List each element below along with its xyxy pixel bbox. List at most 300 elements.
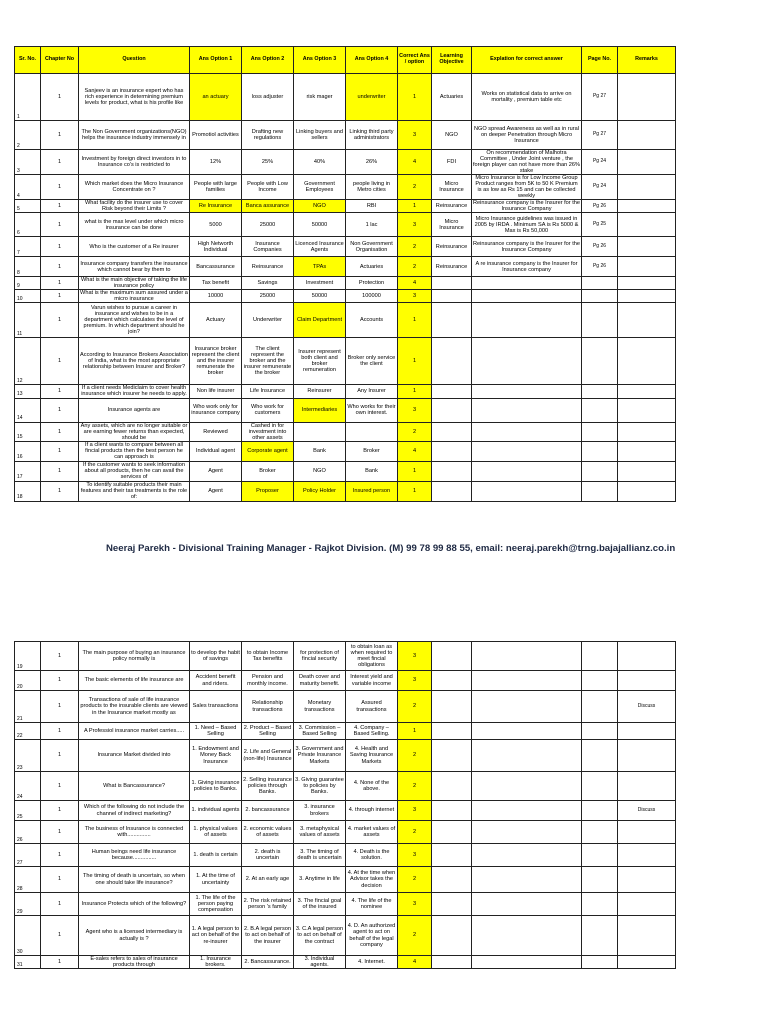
- answer-option-4: Who works for their own interest.: [346, 398, 398, 422]
- answer-option-3: Investment: [294, 277, 346, 290]
- remarks: [618, 893, 676, 916]
- answer-option-2: Reinsurance: [242, 257, 294, 277]
- explanation: Micro Insurance guidelines was issued in 2005 by IRDA . Minimum SA is Rs 5000 & Max is Rs 50,000: [472, 213, 582, 237]
- explanation: A re insurance company is the Insurer for Insurance company: [472, 257, 582, 277]
- remarks: [618, 175, 676, 200]
- chapter-number: 1: [41, 303, 79, 338]
- question-table-2: [14, 641, 676, 969]
- learning-objective: [432, 844, 472, 867]
- question-text: If a client needs Mediclaim to cover health insurance which insurer he needs to apply.: [79, 385, 190, 398]
- question-text: Human beings need life insurance because...............: [79, 844, 190, 867]
- correct-answer: 4: [398, 441, 432, 461]
- remarks: [618, 956, 676, 969]
- correct-answer: 2: [398, 237, 432, 257]
- chapter-number: 1: [41, 642, 79, 671]
- page-number: [582, 772, 618, 801]
- chapter-number: 1: [41, 844, 79, 867]
- answer-option-4: 4. The life of the nominee: [346, 893, 398, 916]
- explanation: [472, 277, 582, 290]
- explanation: [472, 691, 582, 723]
- answer-option-2: 25%: [242, 150, 294, 175]
- page-number: [582, 461, 618, 481]
- answer-option-3: Linking buyers and sellers: [294, 121, 346, 150]
- learning-objective: Reinsurance: [432, 237, 472, 257]
- answer-option-2: Drafting new regulations: [242, 121, 294, 150]
- page-number: [582, 956, 618, 969]
- chapter-number: 1: [41, 290, 79, 303]
- question-text: E-sales refers to sales of insurance products through: [79, 956, 190, 969]
- answer-option-1: Agent: [190, 481, 242, 501]
- answer-option-2: to obtain Income Tax benefits: [242, 642, 294, 671]
- remarks: [618, 844, 676, 867]
- answer-option-3: 3. C.A legal person to act on behalf of the contract: [294, 916, 346, 956]
- question-text: Insurance Protects which of the following?: [79, 893, 190, 916]
- correct-answer: 2: [398, 740, 432, 772]
- answer-option-3: Bank: [294, 441, 346, 461]
- remarks: [618, 257, 676, 277]
- chapter-number: 1: [41, 213, 79, 237]
- learning-objective: [432, 441, 472, 461]
- answer-option-1: 1. Endowment and Money Back Insurance: [190, 740, 242, 772]
- answer-option-1: 1. Need – Based Selling: [190, 723, 242, 740]
- answer-option-1: 12%: [190, 150, 242, 175]
- answer-option-3: Reinsurer: [294, 385, 346, 398]
- learning-objective: [432, 916, 472, 956]
- remarks: [618, 723, 676, 740]
- serial-number: 7: [15, 237, 41, 257]
- chapter-number: 1: [41, 441, 79, 461]
- chapter-number: 1: [41, 385, 79, 398]
- answer-option-1: Re Insurance: [190, 200, 242, 213]
- learning-objective: Micro Insurance: [432, 175, 472, 200]
- chapter-number: 1: [41, 821, 79, 844]
- page-number: [582, 481, 618, 501]
- chapter-number: 1: [41, 200, 79, 213]
- answer-option-2: The client represent the broker and the insurer remunerate the broker: [242, 338, 294, 385]
- correct-answer: 2: [398, 867, 432, 893]
- serial-number: 11: [15, 303, 41, 338]
- page-number: Pg 27: [582, 121, 618, 150]
- answer-option-2: 2. Product – Based Selling: [242, 723, 294, 740]
- learning-objective: [432, 956, 472, 969]
- answer-option-2: 2. At an early age: [242, 867, 294, 893]
- page-number: [582, 398, 618, 422]
- header-row: [15, 47, 676, 74]
- page-number: [582, 821, 618, 844]
- chapter-number: 1: [41, 893, 79, 916]
- page-number: [582, 723, 618, 740]
- answer-option-1: 5000: [190, 213, 242, 237]
- table-row: [15, 422, 676, 441]
- page-number: Pg 27: [582, 74, 618, 121]
- answer-option-3: 40%: [294, 150, 346, 175]
- explanation: Reinsurance company is the Insurer for the Insurance Company: [473, 200, 580, 213]
- table-row: [15, 257, 676, 277]
- learning-objective: [432, 385, 472, 398]
- table-row: [15, 150, 676, 175]
- answer-option-4: Protection: [346, 277, 398, 290]
- answer-option-1: Insurance broker represent the client and the insurer remunerate the broker: [190, 338, 242, 385]
- page-number: [582, 441, 618, 461]
- question-text: The main purpose of buying an insurance policy normally is: [79, 642, 190, 671]
- header-option-1: Ans Option 1: [190, 47, 242, 74]
- answer-option-4: Interest yield and variable income: [346, 671, 398, 691]
- answer-option-4: [346, 422, 398, 441]
- header-option-2: Ans Option 2: [242, 47, 294, 74]
- explanation: [472, 461, 582, 481]
- learning-objective: [432, 290, 472, 303]
- remarks: [618, 671, 676, 691]
- table-row: [15, 481, 676, 501]
- serial-number: 10: [15, 290, 41, 303]
- table-row: [15, 956, 676, 969]
- table-row: [15, 642, 676, 671]
- learning-objective: NGO: [432, 121, 472, 150]
- answer-option-3: 3. Individual agents.: [294, 956, 346, 969]
- page-number: Pg 24: [582, 150, 618, 175]
- explanation: [472, 481, 582, 501]
- table-row: [15, 398, 676, 422]
- answer-option-1: 1. The life of the person paying compensation: [190, 893, 242, 916]
- correct-answer: 3: [398, 213, 432, 237]
- chapter-number: 1: [41, 691, 79, 723]
- header-page-no: Page No.: [582, 47, 618, 74]
- correct-answer: 1: [398, 723, 432, 740]
- serial-number: 16: [15, 441, 41, 461]
- answer-option-1: 1. Insurance brokers.: [190, 956, 242, 969]
- serial-number: 18: [15, 481, 41, 501]
- answer-option-3: 3. insurance brokers: [294, 801, 346, 821]
- chapter-number: 1: [41, 801, 79, 821]
- remarks: [618, 200, 676, 213]
- table-row: [15, 691, 676, 723]
- remarks: [618, 642, 676, 671]
- answer-option-1: Promotiol activities: [190, 121, 242, 150]
- answer-option-4: underwriter: [346, 74, 398, 121]
- remarks: [618, 821, 676, 844]
- remarks: [618, 303, 676, 338]
- question-text: The basic elements of life insurance are: [79, 671, 190, 691]
- answer-option-3: 3. The fincial goal of the insured: [294, 893, 346, 916]
- answer-option-4: Linking third party administrators: [346, 121, 398, 150]
- remarks: [618, 290, 676, 303]
- explanation: [472, 740, 582, 772]
- explanation: [472, 844, 582, 867]
- question-sheet-page-2: [14, 641, 675, 969]
- learning-objective: Reinsurance: [432, 200, 472, 213]
- chapter-number: 1: [41, 257, 79, 277]
- answer-option-4: 4. Health and Saving Insurance Markets: [346, 740, 398, 772]
- answer-option-4: RBI: [346, 200, 398, 213]
- answer-option-1: 1. Giving insurance policies to Banks.: [190, 772, 242, 801]
- correct-answer: 1: [398, 338, 432, 385]
- table-row: [15, 290, 676, 303]
- answer-option-2: Broker: [242, 461, 294, 481]
- answer-option-2: 25000: [242, 213, 294, 237]
- serial-number: 30: [15, 916, 41, 956]
- chapter-number: 1: [41, 277, 79, 290]
- correct-answer: 2: [398, 175, 432, 200]
- header-learning-objective: Learning Objective: [432, 47, 472, 74]
- question-text: The Non Government organizations(NGO) helps the insurance industry immensely in: [79, 121, 190, 150]
- explanation: [472, 441, 582, 461]
- page-number: [582, 893, 618, 916]
- serial-number: 25: [15, 801, 41, 821]
- correct-answer: 3: [398, 801, 432, 821]
- question-text: Insurance agents are: [79, 398, 190, 422]
- answer-option-4: 4. Internet.: [346, 956, 398, 969]
- explanation: Micro Insurance is for Low Income Group Product ranges from 5K to 50 K Premium is as low as Rs 15 and can be collected weekly: [472, 175, 582, 200]
- learning-objective: [432, 277, 472, 290]
- explanation: [472, 338, 582, 385]
- answer-option-3: Claim Department: [294, 303, 346, 338]
- answer-option-1: People with large families: [190, 175, 242, 200]
- chapter-number: 1: [41, 74, 79, 121]
- serial-number: 5: [15, 200, 41, 213]
- answer-option-2: Cashed in for investment into other assets: [242, 422, 294, 441]
- answer-option-2: Pension and monthly income.: [242, 671, 294, 691]
- chapter-number: 1: [41, 422, 79, 441]
- answer-option-2: Savings: [242, 277, 294, 290]
- answer-option-2: 2. bancassurance: [242, 801, 294, 821]
- answer-option-3: Licenced Insurance Agents: [294, 237, 346, 257]
- chapter-number: 1: [41, 481, 79, 501]
- header-sr: Sr. No.: [15, 47, 41, 74]
- answer-option-3: Intermediaries: [294, 398, 346, 422]
- header-explanation: Explation for correct answer: [472, 47, 582, 74]
- learning-objective: [432, 422, 472, 441]
- page-number: Pg 24: [582, 175, 618, 200]
- answer-option-4: Actuaries: [346, 257, 398, 277]
- answer-option-2: 25000: [242, 290, 294, 303]
- serial-number: 12: [15, 338, 41, 385]
- page-number: [582, 867, 618, 893]
- answer-option-4: 26%: [346, 150, 398, 175]
- chapter-number: 1: [41, 175, 79, 200]
- serial-number: 15: [15, 422, 41, 441]
- explanation: [472, 772, 582, 801]
- answer-option-1: Tax benefit: [190, 277, 242, 290]
- question-sheet-page-1: [14, 46, 675, 502]
- question-text: Which of the following do not include the channel of indirect marketing?: [79, 801, 190, 821]
- page-number: Pg 26: [582, 237, 618, 257]
- answer-option-2: Underwriter: [242, 303, 294, 338]
- serial-number: 21: [15, 691, 41, 723]
- answer-option-1: Sales transactions: [190, 691, 242, 723]
- learning-objective: Actuaries: [432, 74, 472, 121]
- header-chapter: Chapter No: [41, 47, 79, 74]
- table-row: [15, 772, 676, 801]
- remarks: [618, 121, 676, 150]
- answer-option-2: People with Low Income: [242, 175, 294, 200]
- answer-option-3: risk mager: [294, 74, 346, 121]
- question-text: What facility do the insurer use to cover Risk beyond their Limits ?: [79, 200, 190, 213]
- chapter-number: 1: [41, 237, 79, 257]
- remarks: [618, 916, 676, 956]
- learning-objective: [432, 893, 472, 916]
- question-text: Who is the customer of a Re insurer: [79, 237, 190, 257]
- remarks: Discuss: [618, 691, 676, 723]
- page-number: [582, 277, 618, 290]
- header-correct-answer: Correct Ans / option: [398, 47, 432, 74]
- serial-number: 27: [15, 844, 41, 867]
- remarks: [618, 213, 676, 237]
- answer-option-4: Broker only service the client: [346, 338, 398, 385]
- page-number: [582, 740, 618, 772]
- question-text: What is the maximum sum assured under a micro insurance: [80, 290, 188, 303]
- question-text: Transactions of sale of life insurance products to the insurable clients are viewed in the Insurance market mostly as: [79, 691, 190, 723]
- learning-objective: [432, 801, 472, 821]
- page-number: Pg 26: [582, 200, 618, 213]
- serial-number: 20: [15, 671, 41, 691]
- chapter-number: 1: [41, 461, 79, 481]
- answer-option-3: Death cover and maturity benefit.: [294, 671, 346, 691]
- remarks: [618, 422, 676, 441]
- answer-option-1: Non life insurer: [190, 385, 242, 398]
- page-number: [582, 916, 618, 956]
- serial-number: 17: [15, 461, 41, 481]
- answer-option-2: 2. B.A legal person to act on behalf of the insurer: [242, 916, 294, 956]
- table-row: [15, 121, 676, 150]
- table-row: [15, 303, 676, 338]
- table-row: [15, 74, 676, 121]
- explanation: [472, 303, 582, 338]
- chapter-number: 1: [41, 338, 79, 385]
- explanation: [472, 642, 582, 671]
- serial-number: 14: [15, 398, 41, 422]
- answer-option-4: 4. through internet: [346, 801, 398, 821]
- answer-option-1: Reviewed: [190, 422, 242, 441]
- correct-answer: 2: [398, 772, 432, 801]
- serial-number: 1: [15, 74, 41, 121]
- answer-option-2: Corporate agent: [242, 441, 294, 461]
- correct-answer: 3: [398, 642, 432, 671]
- table-row: [15, 723, 676, 740]
- correct-answer: 3: [398, 671, 432, 691]
- table-row: [15, 338, 676, 385]
- table-row: [15, 671, 676, 691]
- answer-option-1: 1. At the time of uncertainty: [190, 867, 242, 893]
- chapter-number: 1: [41, 398, 79, 422]
- answer-option-4: Accounts: [346, 303, 398, 338]
- remarks: [618, 772, 676, 801]
- question-text: According to Insurance Brokers Association of India, what is the most appropriate relationship between Insurer and Broker?: [79, 338, 190, 385]
- answer-option-3: 50000: [294, 290, 346, 303]
- correct-answer: 4: [398, 150, 432, 175]
- answer-option-3: 3. metaphysical values of assets: [294, 821, 346, 844]
- answer-option-4: people living in Metro cities: [346, 175, 398, 200]
- answer-option-4: Any Insurer: [346, 385, 398, 398]
- page-number: [582, 303, 618, 338]
- chapter-number: 1: [41, 867, 79, 893]
- answer-option-2: Relationship transactions: [242, 691, 294, 723]
- chapter-number: 1: [41, 772, 79, 801]
- answer-option-2: Life Insurance: [242, 385, 294, 398]
- chapter-number: 1: [41, 121, 79, 150]
- explanation: Works on statistical data to arrive on mortality , premium table etc: [472, 74, 582, 121]
- correct-answer: 3: [398, 290, 432, 303]
- answer-option-2: Who work for customers: [242, 398, 294, 422]
- learning-objective: [432, 691, 472, 723]
- remarks: [618, 237, 676, 257]
- chapter-number: 1: [41, 150, 79, 175]
- question-text: To identify suitable products their main features and their tax treatments is the role of:: [79, 481, 190, 501]
- answer-option-2: 2. death is uncertain: [242, 844, 294, 867]
- question-text: What is the main objective of taking the life insurance policy: [79, 277, 190, 290]
- answer-option-2: 2. The risk retained person 's family: [242, 893, 294, 916]
- chapter-number: 1: [41, 671, 79, 691]
- explanation: [472, 290, 582, 303]
- learning-objective: FDI: [432, 150, 472, 175]
- answer-option-4: Insured person: [346, 481, 398, 501]
- table-row: [15, 821, 676, 844]
- question-text: Which market does the Micro Insurance Concentrate on ?: [79, 175, 190, 200]
- serial-number: 31: [15, 956, 41, 969]
- correct-answer: 4: [398, 277, 432, 290]
- correct-answer: 2: [398, 916, 432, 956]
- explanation: On recommendation of Malhotra Committee , Under Joint venture , the foreign player can not have more than 26% stake: [473, 150, 580, 175]
- explanation: NGO spread Awareness as well as in rural on deeper Penetration through Micro Insurance: [472, 121, 582, 150]
- answer-option-2: 2. Selling insurance policies through Banks.: [242, 772, 294, 801]
- explanation: [472, 671, 582, 691]
- answer-option-1: 1. individual agents: [190, 801, 242, 821]
- remarks: [618, 338, 676, 385]
- answer-option-1: Accident benefit and riders.: [190, 671, 242, 691]
- table-row: [15, 213, 676, 237]
- correct-answer: 3: [398, 893, 432, 916]
- learning-objective: Micro Insurance: [432, 213, 472, 237]
- correct-answer: 1: [398, 74, 432, 121]
- learning-objective: Reinsurance: [432, 257, 472, 277]
- question-text: Insurance Market divided into: [79, 740, 190, 772]
- explanation: [472, 916, 582, 956]
- answer-option-2: 2. economic values of assets: [242, 821, 294, 844]
- serial-number: 6: [15, 213, 41, 237]
- answer-option-1: 10000: [190, 290, 242, 303]
- answer-option-3: 3. Anytime in life: [294, 867, 346, 893]
- answer-option-3: NGO: [294, 461, 346, 481]
- answer-option-1: 1. A legal person to act on behalf of the re-insurer: [190, 916, 242, 956]
- answer-option-4: Non Government Organisation: [346, 237, 398, 257]
- remarks: [618, 461, 676, 481]
- question-text: Agent who is a licensed intermediary is actually is ?: [79, 916, 190, 956]
- question-text: If a client wants to compare between all fincial products then the best person he can approach is: [79, 441, 190, 461]
- page-number: [582, 671, 618, 691]
- learning-objective: [432, 303, 472, 338]
- learning-objective: [432, 398, 472, 422]
- answer-option-3: Government Employees: [294, 175, 346, 200]
- header-option-4: Ans Option 4: [346, 47, 398, 74]
- question-text: Varun wishes to pursue a career in insurance and wishes to be in a department which calculates the level of premium. In which department should he join?: [79, 303, 190, 338]
- table-row: [15, 277, 676, 290]
- serial-number: 2: [15, 121, 41, 150]
- page-number: [582, 385, 618, 398]
- answer-option-1: 1. physical values of assets: [190, 821, 242, 844]
- answer-option-3: for protection of fincial security: [294, 642, 346, 671]
- serial-number: 9: [15, 277, 41, 290]
- remarks: Discuss: [618, 801, 676, 821]
- explanation: [472, 422, 582, 441]
- header-question: Question: [79, 47, 190, 74]
- question-text: Sanjeev is an insurance expert who has rich experience in determining premium levels for product, what is his profile like: [79, 74, 190, 121]
- correct-answer: 1: [398, 200, 432, 213]
- answer-option-4: Broker: [346, 441, 398, 461]
- table-row: [15, 916, 676, 956]
- question-text: A Professiol insurance market carries.....: [79, 723, 190, 740]
- page-number: [582, 290, 618, 303]
- table-row: [15, 844, 676, 867]
- table-row: [15, 740, 676, 772]
